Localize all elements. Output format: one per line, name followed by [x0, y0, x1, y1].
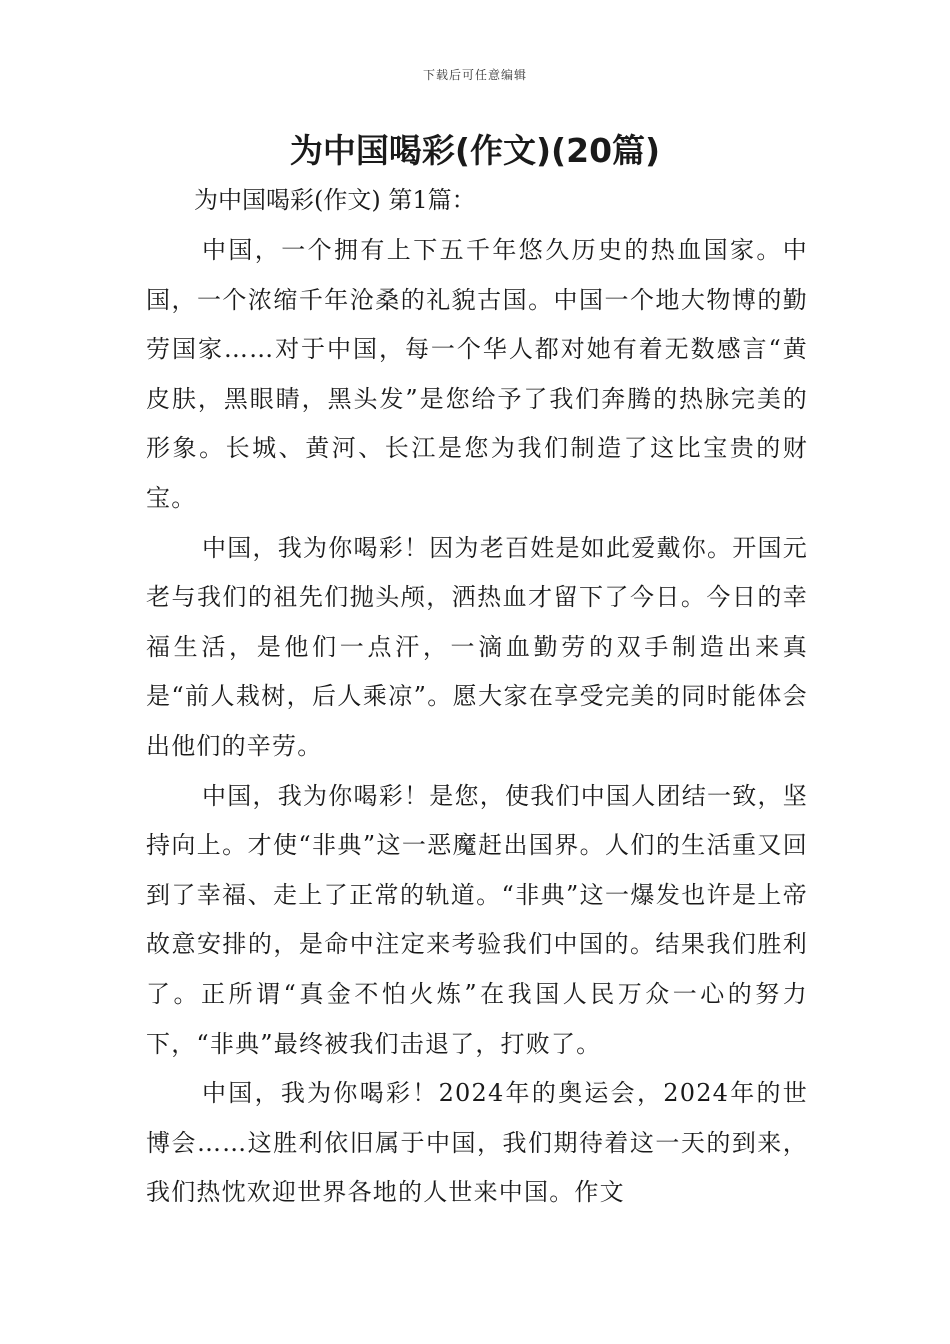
page-title: 为中国喝彩(作文)(20篇)	[289, 131, 661, 170]
header-note: 下载后可任意编辑	[422, 68, 527, 82]
article-body	[146, 226, 808, 1218]
section-heading: 为中国喝彩(作文) 第1篇：	[194, 186, 476, 214]
paragraph: 中国，我为你喝彩！是您，使我们中国人团结一致，坚持向上。才使“非典”这一恶魔赶出国界。人们的生活重又回到了幸福、走上了正常的轨道。“非典”这一爆发也许是上帝故意安排的，是命中注定来考验我们中国的。结果我们胜利了。正所谓“真金不怕火炼”在我国人民万众一心的努力下，“非典”最终被我们击退了，打败了。	[146, 781, 808, 1058]
paragraph: 中国，一个拥有上下五千年悠久历史的热血国家。中国，一个浓缩千年沧桑的礼貌古国。中国一个地大物博的勤劳国家……对于中国，每一个华人都对她有着无数感言“黄皮肤，黑眼睛，黑头发”是您给予了我们奔腾的热脉完美的形象。长城、黄河、长江是您为我们制造了这比宝贵的财宝。	[146, 236, 808, 512]
paragraph: 中国，我为你喝彩！2024年的奥运会，2024年的世博会……这胜利依旧属于中国，我们期待着这一天的到来，我们热忱欢迎世界各地的人世来中国。作文	[146, 1079, 808, 1207]
paragraph: 中国，我为你喝彩！因为老百姓是如此爱戴你。开国元老与我们的祖先们抛头颅，洒热血才留下了今日。今日的幸福生活，是他们一点汗，一滴血勤劳的双手制造出来真是“前人栽树，后人乘凉”。愿大家在享受完美的同时能体会出他们的辛劳。	[146, 533, 808, 760]
